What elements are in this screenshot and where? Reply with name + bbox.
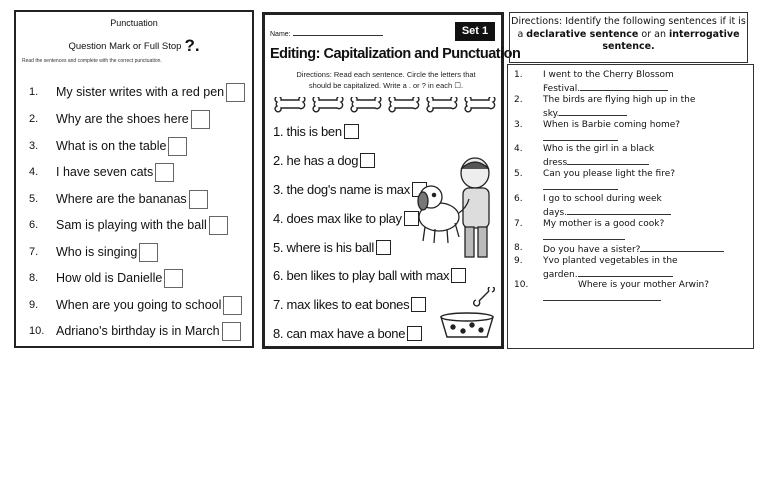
item-text: 2. he has a dog (273, 152, 359, 168)
item-number: 10. (514, 280, 529, 290)
answer-line[interactable] (580, 81, 668, 91)
item-text: Sam is playing with the ball (56, 218, 207, 232)
item-text: 1. this is ben (273, 123, 342, 139)
item-text: 5. where is his ball (273, 239, 374, 255)
item-text: days. (543, 208, 568, 218)
answer-box[interactable] (139, 243, 158, 262)
answer-box[interactable] (407, 326, 422, 341)
item-text: Can you please light the fire? (543, 169, 676, 179)
answer-line[interactable] (543, 131, 618, 141)
item-text: My sister writes with a red pen (56, 85, 225, 99)
name-line[interactable] (293, 29, 383, 36)
item-text: dress (543, 158, 568, 168)
answer-line[interactable] (543, 180, 618, 190)
item-number: 1. (514, 70, 523, 80)
item-text: My mother is a good cook? (543, 219, 665, 229)
item-number: 7. (29, 246, 39, 258)
item-text: Yvo planted vegetables in the (543, 256, 678, 266)
dog-bowl-icon (439, 287, 495, 339)
answer-line[interactable] (578, 267, 673, 277)
subtitle-symbol: ?. (184, 36, 200, 55)
item-text: sky. (543, 109, 560, 119)
directions-line: should be capitalized. Write a . or ? in each ☐. (308, 81, 464, 90)
item-text: Where are the bananas (56, 192, 187, 206)
boy-and-dog-illustration-icon (417, 155, 499, 275)
item-text: I have seven cats (56, 165, 154, 179)
subtitle-text: Question Mark or Full Stop (68, 41, 182, 52)
item-number: 3. (514, 120, 523, 130)
answer-line[interactable] (559, 106, 627, 116)
sentence-type-directions (509, 12, 748, 63)
list-item (273, 178, 427, 200)
editing-worksheet (262, 12, 521, 349)
answer-box[interactable] (189, 190, 208, 209)
set-badge: Set 1 (455, 22, 495, 41)
item-text: Who is the girl in a black (543, 144, 655, 154)
item-text: Do you have a sister? (543, 245, 641, 255)
answer-box[interactable] (223, 296, 242, 315)
item-number: 10. (29, 325, 45, 337)
answer-line[interactable] (567, 205, 671, 215)
directions-emphasis: declarative sentence (526, 28, 639, 40)
list-item (29, 294, 242, 316)
punctuation-worksheet (14, 10, 254, 348)
item-text: Festival. (543, 84, 581, 94)
list-item (273, 149, 375, 171)
answer-line[interactable] (567, 155, 649, 165)
answer-box[interactable] (168, 137, 187, 156)
answer-box[interactable] (209, 216, 228, 235)
list-item (29, 161, 174, 183)
item-text: When is Barbie coming home? (543, 120, 681, 130)
bone-border-icon (271, 97, 499, 113)
item-text: When are you going to school (56, 298, 222, 312)
list-item (29, 81, 245, 103)
worksheet-directions (277, 69, 495, 91)
answer-line[interactable] (543, 291, 661, 301)
item-text: 6. ben likes to play ball with max (273, 267, 450, 283)
list-item (273, 322, 422, 344)
item-text: 4. does max like to play (273, 210, 402, 226)
item-text: 3. the dog's name is max (273, 181, 410, 197)
directions-line: Directions: Read each sentence. Circle the letters that (296, 70, 476, 79)
list-item (29, 108, 210, 130)
worksheet-heading: Editing: Capitalization and Punctuation (270, 46, 521, 62)
item-text: Adriano's birthday is in March (56, 324, 220, 338)
item-number: 3. (29, 140, 39, 152)
answer-line[interactable] (640, 242, 724, 252)
item-number: 9. (29, 299, 39, 311)
directions-emphasis: interrogative sentence. (602, 28, 740, 52)
answer-box[interactable] (360, 153, 375, 168)
item-text: What is on the table (56, 139, 167, 153)
item-text: I went to the Cherry Blossom (543, 70, 674, 80)
answer-box[interactable] (344, 124, 359, 139)
list-item (273, 236, 391, 258)
list-item (29, 320, 241, 342)
list-item (273, 207, 419, 229)
item-number: 1. (29, 86, 39, 98)
item-number: 6. (514, 194, 523, 204)
answer-box[interactable] (411, 297, 426, 312)
answer-box[interactable] (222, 322, 241, 341)
name-label: Name: (270, 31, 291, 38)
item-text: Who is singing (56, 245, 138, 259)
item-text: garden. (543, 270, 578, 280)
list-item (29, 135, 187, 157)
sentence-type-worksheet (507, 64, 754, 349)
answer-line[interactable] (543, 230, 625, 240)
item-number: 8. (514, 243, 523, 253)
answer-box[interactable] (226, 83, 245, 102)
item-number: 5. (514, 169, 523, 179)
item-number: 6. (29, 219, 39, 231)
item-text: How old is Danielle (56, 271, 163, 285)
worksheet-subtitle (16, 36, 252, 56)
item-text: 8. can max have a bone (273, 325, 406, 341)
item-text: I go to school during week (543, 194, 662, 204)
answer-box[interactable] (191, 110, 210, 129)
answer-box[interactable] (155, 163, 174, 182)
item-number: 4. (514, 144, 523, 154)
list-item (273, 120, 359, 142)
worksheet-title: Punctuation (110, 18, 158, 28)
item-text: Why are the shoes here (56, 112, 189, 126)
list-item (29, 188, 208, 210)
list-item (29, 267, 183, 289)
item-number: 4. (29, 166, 39, 178)
item-number: 7. (514, 219, 523, 229)
item-number: 9. (514, 256, 523, 266)
name-field (270, 29, 383, 38)
item-text: 7. max likes to eat bones (273, 296, 410, 312)
worksheet-instruction: Read the sentences and complete with the correct punctuation. (22, 58, 162, 64)
item-number: 5. (29, 193, 39, 205)
item-number: 2. (514, 95, 523, 105)
list-item (273, 293, 426, 315)
directions-text: Directions: Identify the following sentences if it is a (511, 16, 746, 40)
list-item (29, 214, 228, 236)
item-text: The birds are flying high up in the (543, 95, 696, 105)
item-text: Where is your mother Arwin? (578, 280, 709, 290)
answer-box[interactable] (164, 269, 183, 288)
list-item (29, 241, 158, 263)
item-number: 8. (29, 272, 39, 284)
item-number: 2. (29, 113, 39, 125)
answer-box[interactable] (376, 240, 391, 255)
directions-text: or an (638, 28, 669, 40)
